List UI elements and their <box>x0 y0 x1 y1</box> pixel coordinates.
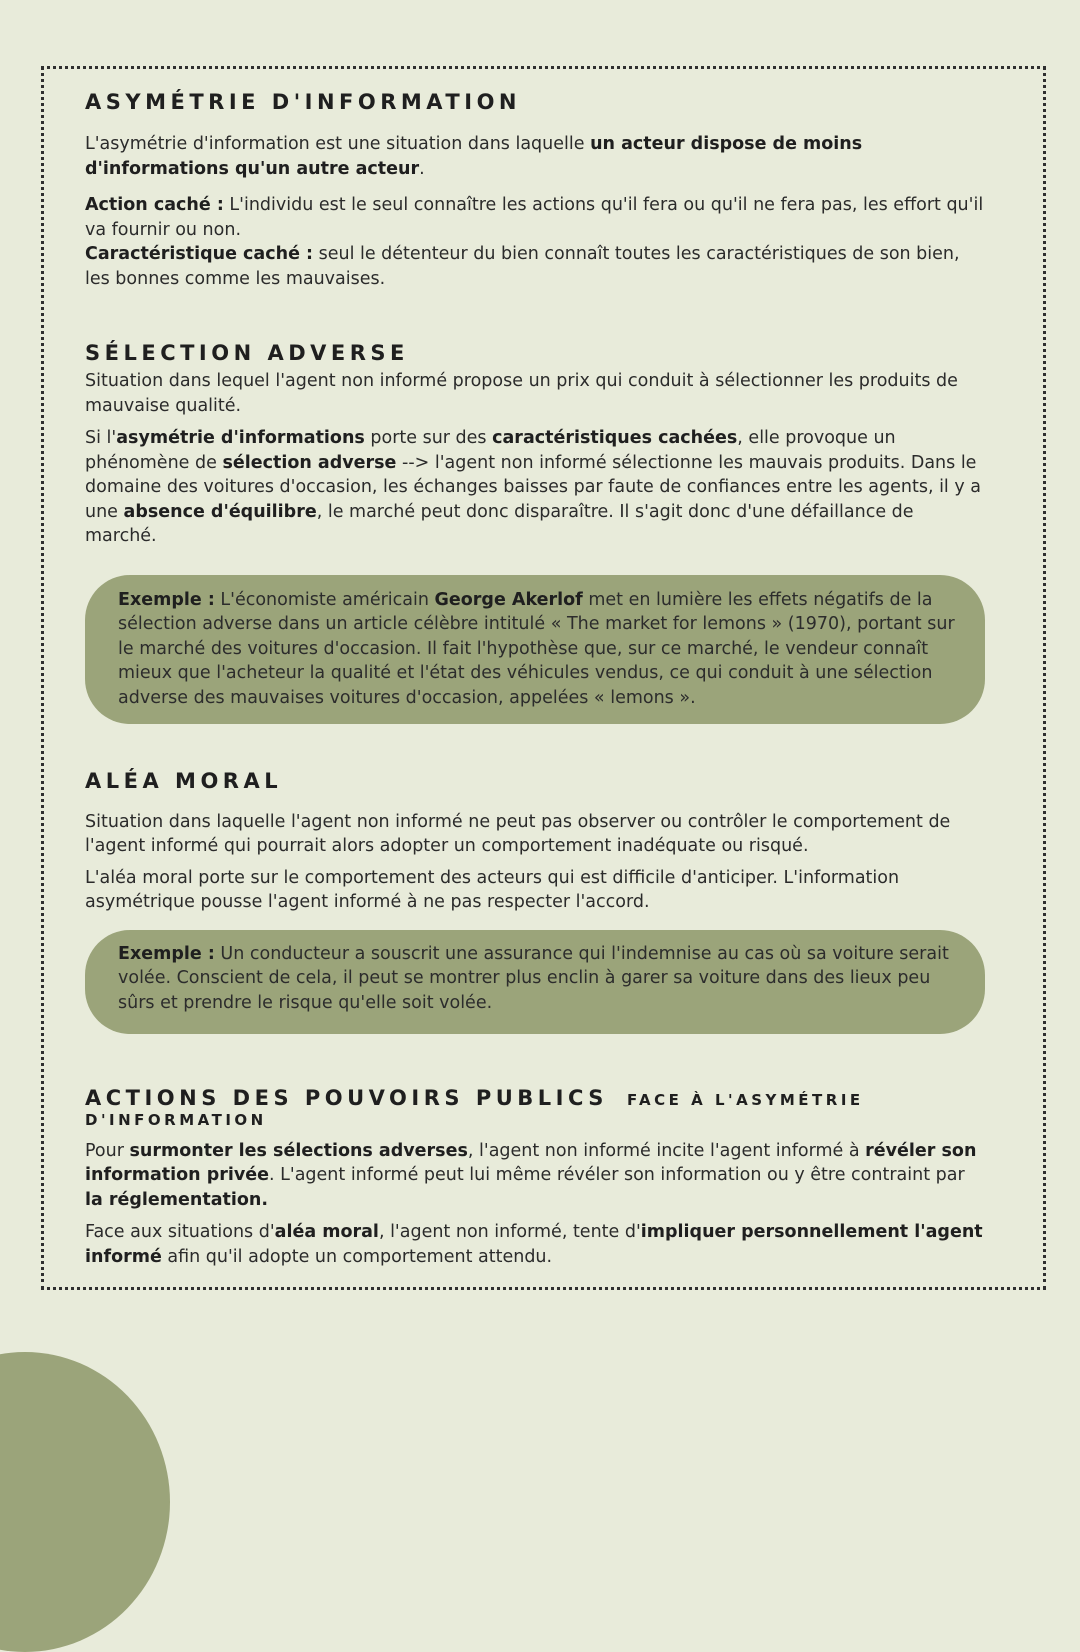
alea-explanation: L'aléa moral porte sur le comportement des acteurs qui est difficile d'anticiper. L'information asymétrique pousse l'agent informé à ne pas respecter l'accord. <box>85 867 900 912</box>
selection-explanation: Si l'asymétrie d'informations porte sur des caractéristiques cachées, elle provoque un phénomène de sélection adverse --> l'agent non informé sélectionne les mauvais produits. Dans le domaine des voitures d'occasion, les échanges baisses par faute de confiances entre les agents, il y a une absence d'équilibre, le marché peut donc disparaître. Il s'agit donc d'une défaillance de marché. <box>85 428 982 546</box>
alea-definition: Situation dans laquelle l'agent non informé ne peut pas observer ou contrôler le comportement de l'agent informé qui pourrait alors adopter un comportement inadéquate ou risqué. <box>85 811 951 856</box>
decorative-circle <box>0 1352 170 1652</box>
example-box-assurance <box>85 930 985 1034</box>
caracteristique-cachee: Caractéristique caché : seul le détenteur du bien connaît toutes les caractéristiques de son bien, les bonnes comme les mauvaises. <box>85 244 960 289</box>
actions-selection: Pour surmonter les sélections adverses, l'agent non informé incite l'agent informé à révéler son information privée. L'agent informé peut lui même révéler son information ou y être contraint par la réglementation. <box>85 1140 977 1210</box>
section-title-actions <box>85 1086 985 1129</box>
selection-definition: Situation dans lequel l'agent non informé propose un prix qui conduit à sélectionner les produits de mauvaise qualité. <box>85 371 958 416</box>
document-body <box>85 90 985 1269</box>
section-title-selection: SÉLECTION ADVERSE <box>85 341 409 365</box>
actions-title-main: ACTIONS DES POUVOIRS PUBLICS <box>85 1085 608 1110</box>
example-box-akerlof <box>85 575 985 724</box>
section-title-alea: ALÉA MORAL <box>85 768 283 793</box>
example-akerlof-text: Exemple : L'économiste américain George Akerlof met en lumière les effets négatifs de la sélection adverse dans un article célèbre intitulé « The market for lemons » (1970), portant sur le marché des voitures d'occasion. Il fait l'hypothèse que, sur ce marché, le vendeur connaît mieux que l'acheteur la qualité et l'état des véhicules vendus, ce qui conduit à une sélection adverse des mauvaises voitures d'occasion, appelées « lemons ». <box>118 589 955 708</box>
actions-title-small-line2: D'INFORMATION <box>85 1110 267 1129</box>
action-cachee: Action caché : L'individu est le seul connaître les actions qu'il fera ou qu'il ne fera pas, les effort qu'il va fournir ou non. <box>85 195 984 240</box>
section-title-asymetrie: ASYMÉTRIE D'INFORMATION <box>85 90 521 114</box>
asym-definition: L'asymétrie d'information est une situation dans laquelle un acteur dispose de moins d'informations qu'un autre acteur. <box>85 134 863 179</box>
actions-title-small: FACE À L'ASYMÉTRIE <box>627 1090 864 1109</box>
example-assurance-text: Exemple : Un conducteur a souscrit une assurance qui l'indemnise au cas où sa voiture serait volée. Conscient de cela, il peut se montrer plus enclin à garer sa voiture dans des lieux peu sûrs et prendre le risque qu'elle soit volée. <box>118 943 949 1013</box>
actions-alea: Face aux situations d'aléa moral, l'agent non informé, tente d'impliquer personnellement l'agent informé afin qu'il adopte un comportement attendu. <box>85 1222 983 1267</box>
